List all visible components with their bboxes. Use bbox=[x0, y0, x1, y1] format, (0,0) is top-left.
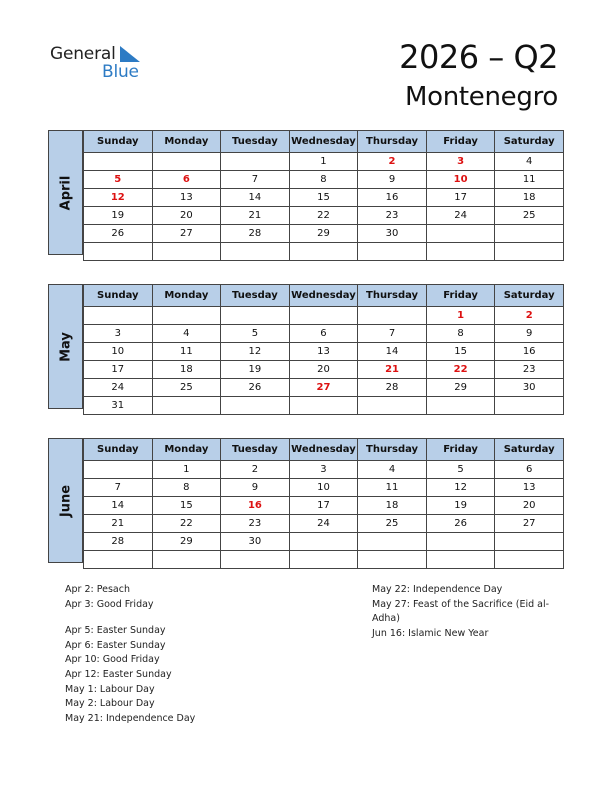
weekday-header: Sunday bbox=[84, 131, 153, 153]
day-cell: 5 bbox=[426, 461, 495, 479]
day-cell: 23 bbox=[358, 207, 427, 225]
day-cell bbox=[221, 551, 290, 569]
day-cell: 27 bbox=[289, 379, 358, 397]
day-cell: 12 bbox=[426, 479, 495, 497]
month-label bbox=[48, 130, 83, 255]
week-row bbox=[84, 307, 564, 325]
weekday-header: Thursday bbox=[358, 131, 427, 153]
day-cell: 30 bbox=[495, 379, 564, 397]
day-cell: 26 bbox=[221, 379, 290, 397]
holiday-note: Jun 16: Islamic New Year bbox=[372, 627, 489, 639]
month-name: June bbox=[58, 484, 73, 517]
calendar-april bbox=[48, 130, 564, 255]
day-cell bbox=[221, 307, 290, 325]
day-cell bbox=[84, 551, 153, 569]
holiday-note: Apr 12: Easter Sunday bbox=[65, 668, 172, 680]
week-row bbox=[84, 343, 564, 361]
weekday-header-row bbox=[84, 439, 564, 461]
weekday-header-row bbox=[84, 285, 564, 307]
month-table bbox=[83, 284, 564, 415]
day-cell: 19 bbox=[221, 361, 290, 379]
day-cell: 4 bbox=[152, 325, 221, 343]
day-cell: 10 bbox=[426, 171, 495, 189]
day-cell: 9 bbox=[221, 479, 290, 497]
day-cell: 7 bbox=[221, 171, 290, 189]
day-cell: 8 bbox=[152, 479, 221, 497]
month-label bbox=[48, 284, 83, 409]
day-cell: 21 bbox=[221, 207, 290, 225]
week-row bbox=[84, 461, 564, 479]
day-cell: 28 bbox=[358, 379, 427, 397]
day-cell: 25 bbox=[358, 515, 427, 533]
day-cell: 2 bbox=[495, 307, 564, 325]
day-cell: 16 bbox=[495, 343, 564, 361]
logo bbox=[50, 44, 150, 84]
day-cell: 13 bbox=[152, 189, 221, 207]
holiday-note: May 27: Feast of the Sacrifice (Eid al- bbox=[372, 598, 550, 610]
weekday-header: Saturday bbox=[495, 131, 564, 153]
day-cell bbox=[426, 397, 495, 415]
day-cell bbox=[152, 551, 221, 569]
day-cell: 18 bbox=[152, 361, 221, 379]
day-cell bbox=[495, 397, 564, 415]
day-cell: 22 bbox=[152, 515, 221, 533]
holiday-notes-left bbox=[65, 583, 195, 726]
day-cell: 1 bbox=[289, 153, 358, 171]
day-cell: 17 bbox=[84, 361, 153, 379]
day-cell: 20 bbox=[495, 497, 564, 515]
day-cell: 1 bbox=[426, 307, 495, 325]
day-cell bbox=[221, 243, 290, 261]
day-cell bbox=[84, 243, 153, 261]
day-cell bbox=[289, 307, 358, 325]
day-cell: 9 bbox=[358, 171, 427, 189]
day-cell: 30 bbox=[221, 533, 290, 551]
day-cell: 23 bbox=[495, 361, 564, 379]
day-cell: 15 bbox=[152, 497, 221, 515]
calendar-may bbox=[48, 284, 564, 409]
day-cell bbox=[495, 551, 564, 569]
day-cell bbox=[152, 243, 221, 261]
day-cell: 16 bbox=[358, 189, 427, 207]
day-cell bbox=[426, 533, 495, 551]
day-cell bbox=[84, 153, 153, 171]
day-cell bbox=[426, 243, 495, 261]
day-cell: 13 bbox=[289, 343, 358, 361]
holiday-note: Apr 5: Easter Sunday bbox=[65, 625, 166, 637]
day-cell bbox=[495, 243, 564, 261]
week-row bbox=[84, 479, 564, 497]
day-cell: 31 bbox=[84, 397, 153, 415]
holiday-note: May 2: Labour Day bbox=[65, 698, 155, 710]
week-row bbox=[84, 207, 564, 225]
day-cell: 30 bbox=[358, 225, 427, 243]
day-cell bbox=[358, 397, 427, 415]
day-cell: 26 bbox=[84, 225, 153, 243]
day-cell: 15 bbox=[426, 343, 495, 361]
day-cell: 2 bbox=[358, 153, 427, 171]
page-title: 2026 – Q2 bbox=[399, 38, 558, 76]
day-cell: 17 bbox=[289, 497, 358, 515]
day-cell: 5 bbox=[84, 171, 153, 189]
day-cell bbox=[495, 225, 564, 243]
day-cell: 29 bbox=[152, 533, 221, 551]
month-table bbox=[83, 130, 564, 261]
day-cell: 14 bbox=[221, 189, 290, 207]
day-cell: 19 bbox=[426, 497, 495, 515]
logo-triangle-icon bbox=[120, 46, 140, 62]
day-cell: 17 bbox=[426, 189, 495, 207]
month-name: April bbox=[58, 175, 73, 210]
weekday-header: Wednesday bbox=[289, 131, 358, 153]
weekday-header: Wednesday bbox=[289, 285, 358, 307]
day-cell bbox=[152, 307, 221, 325]
day-cell: 22 bbox=[426, 361, 495, 379]
week-row bbox=[84, 189, 564, 207]
week-row bbox=[84, 361, 564, 379]
day-cell bbox=[152, 397, 221, 415]
day-cell: 28 bbox=[221, 225, 290, 243]
country-name: Montenegro bbox=[404, 82, 558, 112]
day-cell bbox=[358, 533, 427, 551]
day-cell: 9 bbox=[495, 325, 564, 343]
weekday-header: Thursday bbox=[358, 285, 427, 307]
day-cell: 22 bbox=[289, 207, 358, 225]
day-cell: 15 bbox=[289, 189, 358, 207]
weekday-header: Monday bbox=[152, 439, 221, 461]
weekday-header: Saturday bbox=[495, 285, 564, 307]
week-row bbox=[84, 153, 564, 171]
day-cell: 29 bbox=[289, 225, 358, 243]
logo-general-text: General bbox=[50, 44, 116, 64]
day-cell: 3 bbox=[84, 325, 153, 343]
day-cell bbox=[289, 397, 358, 415]
weekday-header: Friday bbox=[426, 439, 495, 461]
day-cell bbox=[358, 243, 427, 261]
day-cell: 23 bbox=[221, 515, 290, 533]
day-cell: 12 bbox=[84, 189, 153, 207]
week-row bbox=[84, 533, 564, 551]
day-cell: 16 bbox=[221, 497, 290, 515]
day-cell: 25 bbox=[495, 207, 564, 225]
holiday-note: Apr 3: Good Friday bbox=[65, 598, 154, 610]
day-cell bbox=[358, 551, 427, 569]
week-row bbox=[84, 243, 564, 261]
day-cell: 8 bbox=[289, 171, 358, 189]
weekday-header: Tuesday bbox=[221, 131, 290, 153]
day-cell: 10 bbox=[84, 343, 153, 361]
day-cell: 25 bbox=[152, 379, 221, 397]
day-cell: 12 bbox=[221, 343, 290, 361]
day-cell: 10 bbox=[289, 479, 358, 497]
day-cell: 14 bbox=[84, 497, 153, 515]
month-table bbox=[83, 438, 564, 569]
day-cell: 13 bbox=[495, 479, 564, 497]
day-cell: 24 bbox=[84, 379, 153, 397]
day-cell: 6 bbox=[152, 171, 221, 189]
weekday-header: Tuesday bbox=[221, 285, 290, 307]
day-cell bbox=[84, 307, 153, 325]
week-row bbox=[84, 497, 564, 515]
month-name: May bbox=[58, 331, 73, 362]
day-cell: 4 bbox=[358, 461, 427, 479]
holiday-note: May 21: Independence Day bbox=[65, 712, 196, 724]
day-cell: 1 bbox=[152, 461, 221, 479]
weekday-header: Saturday bbox=[495, 439, 564, 461]
day-cell: 7 bbox=[84, 479, 153, 497]
day-cell: 5 bbox=[221, 325, 290, 343]
week-row bbox=[84, 171, 564, 189]
day-cell bbox=[84, 461, 153, 479]
day-cell: 11 bbox=[152, 343, 221, 361]
weekday-header: Friday bbox=[426, 285, 495, 307]
day-cell: 4 bbox=[495, 153, 564, 171]
day-cell: 24 bbox=[289, 515, 358, 533]
day-cell: 27 bbox=[495, 515, 564, 533]
day-cell: 24 bbox=[426, 207, 495, 225]
week-row bbox=[84, 225, 564, 243]
day-cell: 19 bbox=[84, 207, 153, 225]
day-cell: 28 bbox=[84, 533, 153, 551]
day-cell bbox=[289, 533, 358, 551]
day-cell bbox=[152, 153, 221, 171]
day-cell bbox=[289, 551, 358, 569]
weekday-header: Monday bbox=[152, 285, 221, 307]
weekday-header: Friday bbox=[426, 131, 495, 153]
day-cell bbox=[358, 307, 427, 325]
day-cell: 26 bbox=[426, 515, 495, 533]
day-cell bbox=[495, 533, 564, 551]
day-cell: 6 bbox=[495, 461, 564, 479]
weekday-header: Sunday bbox=[84, 285, 153, 307]
day-cell: 21 bbox=[358, 361, 427, 379]
day-cell: 11 bbox=[358, 479, 427, 497]
week-row bbox=[84, 515, 564, 533]
day-cell: 14 bbox=[358, 343, 427, 361]
day-cell: 11 bbox=[495, 171, 564, 189]
day-cell: 3 bbox=[426, 153, 495, 171]
holiday-note: Apr 10: Good Friday bbox=[65, 654, 160, 666]
holiday-note: Apr 2: Pesach bbox=[65, 584, 130, 595]
day-cell: 8 bbox=[426, 325, 495, 343]
day-cell: 18 bbox=[495, 189, 564, 207]
week-row bbox=[84, 325, 564, 343]
day-cell: 18 bbox=[358, 497, 427, 515]
logo-blue-text: Blue bbox=[102, 62, 139, 82]
day-cell bbox=[221, 397, 290, 415]
day-cell: 7 bbox=[358, 325, 427, 343]
day-cell bbox=[426, 225, 495, 243]
notes-gap bbox=[65, 612, 195, 624]
holiday-note: Adha) bbox=[372, 613, 400, 625]
day-cell: 20 bbox=[152, 207, 221, 225]
holiday-notes-right bbox=[372, 583, 549, 641]
calendar-june bbox=[48, 438, 564, 563]
holiday-note: May 22: Independence Day bbox=[372, 584, 503, 595]
week-row bbox=[84, 397, 564, 415]
day-cell: 21 bbox=[84, 515, 153, 533]
weekday-header: Monday bbox=[152, 131, 221, 153]
week-row bbox=[84, 379, 564, 397]
weekday-header: Thursday bbox=[358, 439, 427, 461]
weekday-header: Tuesday bbox=[221, 439, 290, 461]
day-cell: 27 bbox=[152, 225, 221, 243]
week-row bbox=[84, 551, 564, 569]
day-cell: 2 bbox=[221, 461, 290, 479]
day-cell: 20 bbox=[289, 361, 358, 379]
day-cell bbox=[426, 551, 495, 569]
month-label bbox=[48, 438, 83, 563]
day-cell bbox=[289, 243, 358, 261]
weekday-header-row bbox=[84, 131, 564, 153]
holiday-note: Apr 6: Easter Sunday bbox=[65, 639, 166, 651]
day-cell bbox=[221, 153, 290, 171]
weekday-header: Sunday bbox=[84, 439, 153, 461]
day-cell: 29 bbox=[426, 379, 495, 397]
holiday-note: May 1: Labour Day bbox=[65, 683, 155, 695]
day-cell: 6 bbox=[289, 325, 358, 343]
weekday-header: Wednesday bbox=[289, 439, 358, 461]
day-cell: 3 bbox=[289, 461, 358, 479]
